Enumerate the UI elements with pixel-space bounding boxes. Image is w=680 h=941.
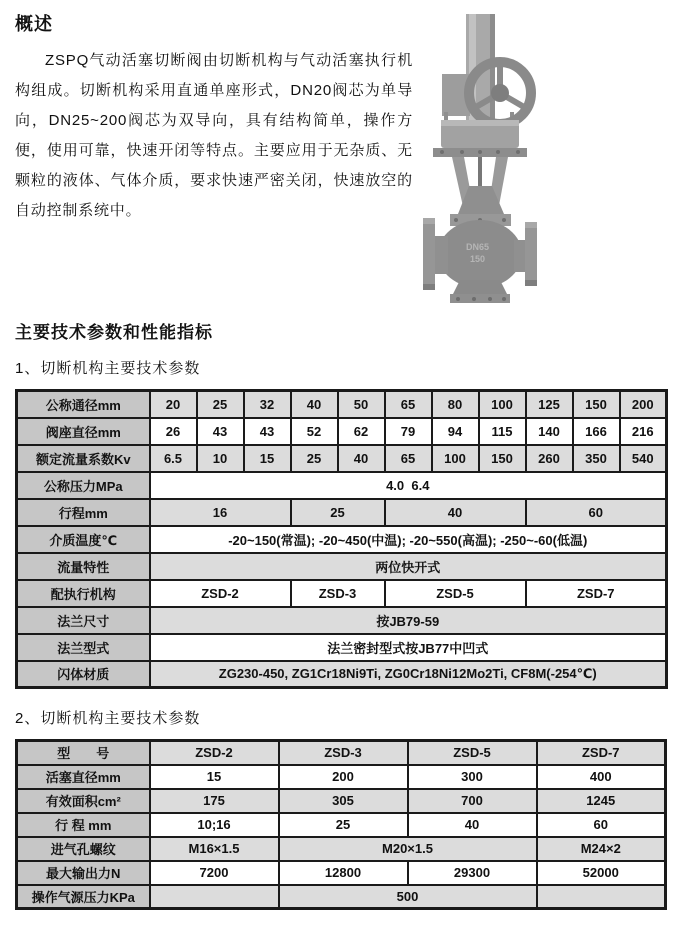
row-header: 进气孔螺纹 [17,837,150,861]
row-header: 流量特性 [17,553,150,580]
table-cell: 65 [385,445,432,472]
row-header: 公称压力MPa [17,472,150,499]
shutoff-mechanism-parameters-table [15,389,668,689]
table2-title: 2、切断机构主要技术参数 [15,710,201,727]
table-cell: 94 [432,418,479,445]
overview-paragraph: ZSPQ气动活塞切断阀由切断机构与气动活塞执行机构组成。切断机构采用直通单座形式，DN20阀芯为单导向，DN25~200阀芯为双导向，具有结构简单，操作方便，使用可靠，快速开闭等特点。主要应用于无杂质、无颗粒的液体、气体介质，要求快速严密关闭，快速放空的自动控制系统中。 [15,52,413,219]
table-cell: 65 [385,391,432,418]
table-cell: ZSD-2 [150,580,291,607]
table-cell: ZSD-3 [279,741,408,765]
table-cell: M16×1.5 [150,837,279,861]
table-cell: 32 [244,391,291,418]
row-header: 介质温度℃ [17,526,150,553]
table-cell: 10;16 [150,813,279,837]
table-cell: 20 [150,391,197,418]
table-cell: 52 [291,418,338,445]
table-cell: 52000 [537,861,666,885]
table-cell: 540 [620,445,667,472]
table-cell: 60 [526,499,667,526]
table-row [17,789,666,813]
svg-text:DN65: DN65 [465,242,489,252]
table-cell: 25 [291,445,338,472]
table-cell: ZSD-5 [408,741,537,765]
table-cell: 1245 [537,789,666,813]
row-header: 活塞直径mm [17,765,150,789]
row-header: 操作气源压力KPa [17,885,150,909]
table-cell: 115 [479,418,526,445]
svg-text:150: 150 [469,254,485,264]
valve-photo-frame [414,8,666,309]
row-header: 法兰型式 [17,634,150,661]
table-cell [537,885,666,909]
table-cell: 40 [408,813,537,837]
table-cell: 15 [244,445,291,472]
table-cell: 400 [537,765,666,789]
row-header: 闪体材质 [17,661,150,688]
table-row [17,472,667,499]
table-cell: 26 [150,418,197,445]
table-cell: 25 [279,813,408,837]
valve-photo-column [413,6,666,306]
table-cell: 700 [408,789,537,813]
table-cell: ZSD-7 [537,741,666,765]
table-cell: 法兰密封型式按JB77中凹式 [150,634,667,661]
table-cell: 140 [526,418,573,445]
table-row [17,526,667,553]
table-row [17,885,666,909]
overview-title: 概述 [15,14,53,34]
table-cell: 200 [620,391,667,418]
table-cell: 200 [279,765,408,789]
table-cell: 175 [150,789,279,813]
table-cell: 10 [197,445,244,472]
table-cell: 62 [338,418,385,445]
table-cell: 40 [338,445,385,472]
table-cell: 300 [408,765,537,789]
overview-section [15,6,666,306]
row-header: 型 号 [17,741,150,765]
table-cell: ZSD-3 [291,580,385,607]
table-row [17,634,667,661]
table-cell: 12800 [279,861,408,885]
table-cell: 500 [279,885,537,909]
table-cell: 7200 [150,861,279,885]
table-cell: 125 [526,391,573,418]
table-cell [150,885,279,909]
table-cell: 100 [479,391,526,418]
table-cell: 166 [573,418,620,445]
row-header: 有效面积cm² [17,789,150,813]
table-cell: M24×2 [537,837,666,861]
section-title: 主要技术参数和性能指标 [15,323,213,342]
table-row [17,445,667,472]
table-cell: 15 [150,765,279,789]
table-cell: 305 [279,789,408,813]
table-cell: ZSD-2 [150,741,279,765]
table-cell: ZG230-450, ZG1Cr18Ni9Ti, ZG0Cr18Ni12Mo2Ti, CF8M(-254℃) [150,661,667,688]
table-row [17,741,666,765]
table-cell: 350 [573,445,620,472]
table-cell: M20×1.5 [279,837,537,861]
table-cell: 216 [620,418,667,445]
overview-text-column [15,6,413,306]
table-cell: 80 [432,391,479,418]
table-cell: 40 [291,391,338,418]
table-cell: 260 [526,445,573,472]
table-row [17,813,666,837]
table-row [17,418,667,445]
table1-container [15,389,666,689]
row-header: 法兰尺寸 [17,607,150,634]
table-cell: 16 [150,499,291,526]
table1-title: 1、切断机构主要技术参数 [15,360,201,377]
row-header: 阀座直径mm [17,418,150,445]
row-header: 额定流量系数Kv [17,445,150,472]
table2-container [15,739,666,910]
table-cell: 150 [573,391,620,418]
table-cell: ZSD-7 [526,580,667,607]
table-cell: 79 [385,418,432,445]
table-row [17,765,666,789]
table-row [17,661,667,688]
table-row [17,499,667,526]
table-cell: 25 [197,391,244,418]
row-header: 配执行机构 [17,580,150,607]
row-header: 公称通径mm [17,391,150,418]
table-cell: 60 [537,813,666,837]
actuator-parameters-table [15,739,667,910]
table-cell: 按JB79-59 [150,607,667,634]
table-cell: 150 [479,445,526,472]
row-header: 行 程 mm [17,813,150,837]
table-row [17,553,667,580]
table-cell: 两位快开式 [150,553,667,580]
table-cell: 43 [197,418,244,445]
table-cell: 29300 [408,861,537,885]
table-cell: 50 [338,391,385,418]
table-cell: 43 [244,418,291,445]
row-header: 行程mm [17,499,150,526]
table-cell: 100 [432,445,479,472]
table-cell: -20~150(常温); -20~450(中温); -20~550(高温); -250~-60(低温) [150,526,667,553]
table-row [17,861,666,885]
row-header: 最大输出力N [17,861,150,885]
table-row [17,580,667,607]
table-cell: 6.5 [150,445,197,472]
table-cell: 25 [291,499,385,526]
valve-photo [414,8,666,304]
table-row [17,837,666,861]
table-row [17,391,667,418]
table-cell: 4.0 6.4 [150,472,667,499]
table-row [17,607,667,634]
table-cell: 40 [385,499,526,526]
table-cell: ZSD-5 [385,580,526,607]
